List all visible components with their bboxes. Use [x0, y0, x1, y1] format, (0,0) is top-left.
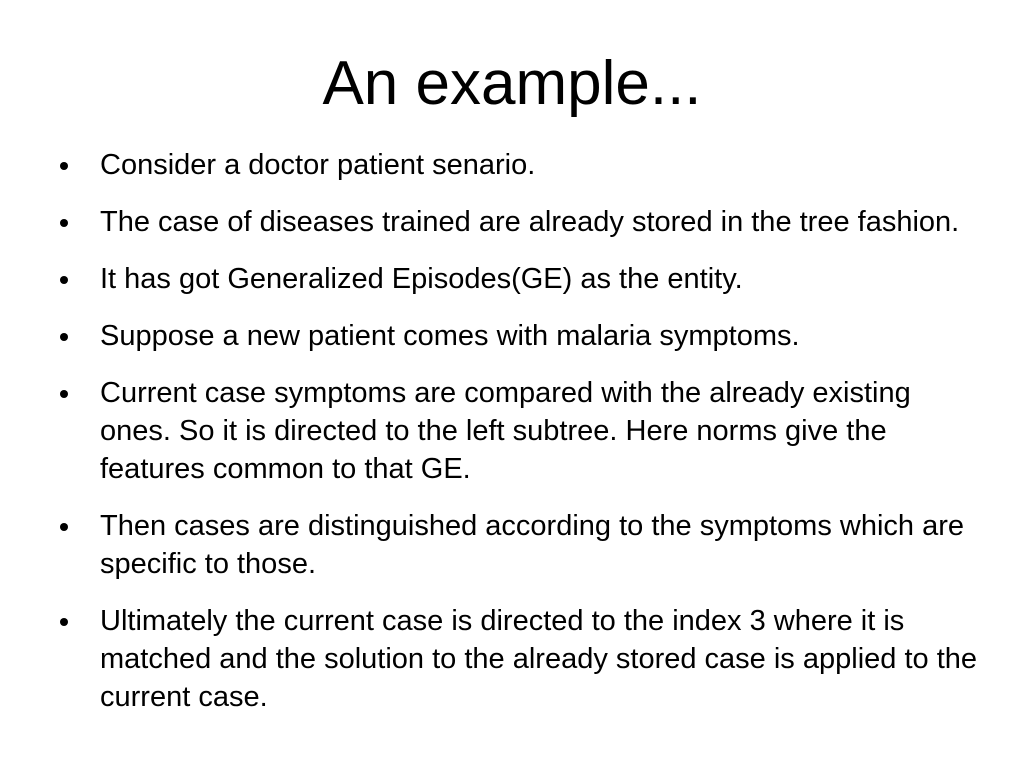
bullet-dot-icon — [60, 219, 68, 227]
bullet-text: Consider a doctor patient senario. — [100, 149, 536, 181]
bullet-dot-icon — [60, 618, 68, 626]
bullet-dot-icon — [60, 333, 68, 341]
bullet-text: It has got Generalized Episodes(GE) as the entity. — [100, 263, 743, 295]
bullet-item — [60, 146, 980, 184]
bullet-text: Current case symptoms are compared with the already existing ones. So it is directed to the left subtree. Here norms give the features common to that GE. — [100, 377, 911, 485]
bullet-dot-icon — [60, 390, 68, 398]
bullet-item — [60, 203, 980, 241]
bullet-item — [60, 260, 980, 298]
bullet-item — [60, 507, 980, 583]
bullet-text: Ultimately the current case is directed to the index 3 where it is matched and the solution to the already stored case is applied to the current case. — [100, 605, 978, 713]
bullet-dot-icon — [60, 276, 68, 284]
slide-title: An example... — [322, 49, 702, 118]
bullet-dot-icon — [60, 523, 68, 531]
bullet-item — [60, 602, 980, 716]
bullet-text: The case of diseases trained are already stored in the tree fashion. — [100, 206, 960, 238]
bullet-item — [60, 374, 980, 488]
bullet-item — [60, 317, 980, 355]
bullet-list — [60, 146, 980, 735]
bullet-text: Suppose a new patient comes with malaria symptoms. — [100, 320, 800, 352]
bullet-dot-icon — [60, 162, 68, 170]
bullet-text: Then cases are distinguished according to the symptoms which are specific to those. — [100, 510, 964, 580]
